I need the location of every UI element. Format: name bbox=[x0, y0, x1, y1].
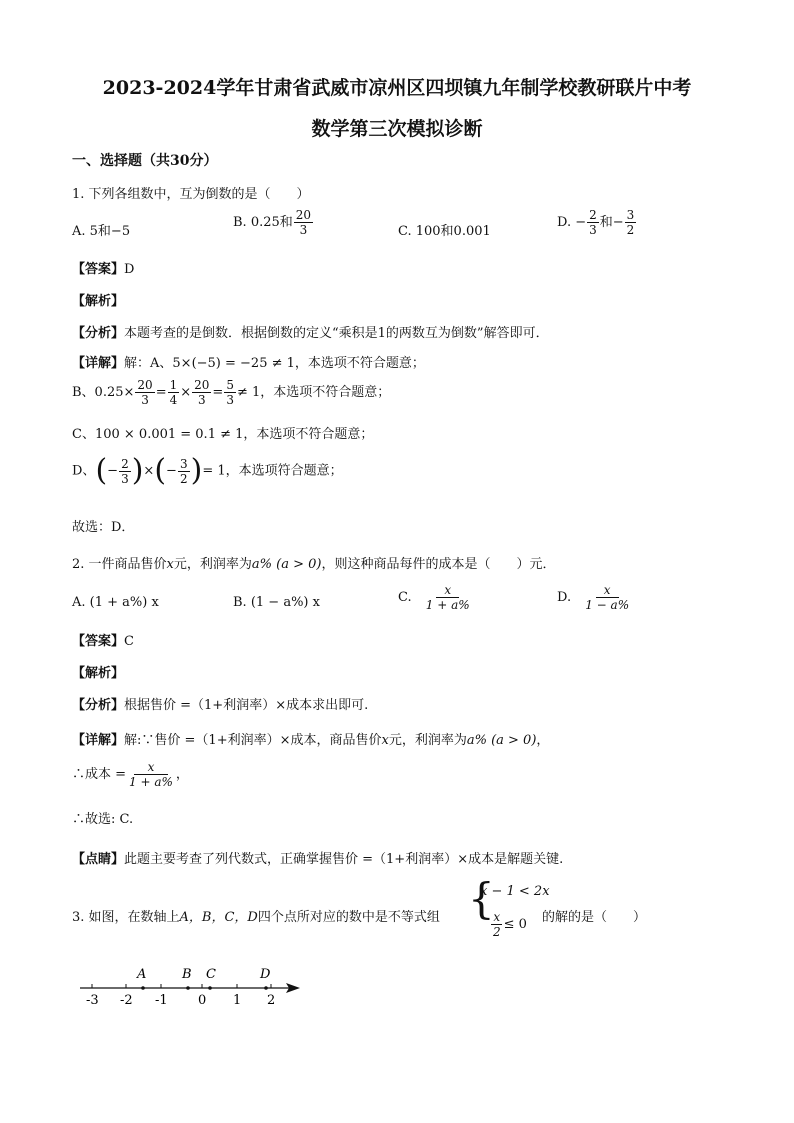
inequality-1: x − 1 < 2x bbox=[480, 884, 550, 899]
q3-points: A，B，C，D bbox=[179, 910, 258, 925]
page-title-line2: 数学第三次模拟诊断 bbox=[311, 118, 483, 140]
q2-option-c-fraction bbox=[424, 583, 472, 612]
frac-den: 3 bbox=[589, 223, 597, 237]
point-c bbox=[208, 986, 212, 990]
detail-text-3: ， bbox=[536, 733, 550, 748]
q1-analysis-label: 【解析】 bbox=[72, 294, 125, 309]
frac-num: 1 bbox=[169, 378, 178, 392]
times-sign: × bbox=[143, 463, 155, 479]
q1-detail-b bbox=[72, 378, 390, 407]
detail-a-text: 解：A、5×(−5) = −25 ≠ 1，本选项不符合题意； bbox=[124, 356, 425, 371]
tip-label: 【点睛】 bbox=[72, 852, 125, 867]
q2-option-c bbox=[398, 583, 473, 612]
q1-answer bbox=[72, 258, 134, 277]
fenxi-text: 根据售价 =（1+利润率）×成本求出即可. bbox=[124, 698, 369, 713]
ineq2-fraction bbox=[491, 910, 503, 939]
q1-option-d bbox=[557, 208, 637, 237]
detail-d-prefix: D、 bbox=[72, 463, 96, 479]
answer-value: D bbox=[124, 262, 135, 277]
q1-detail-a bbox=[72, 352, 425, 371]
q1-option-d-frac2 bbox=[625, 208, 637, 237]
frac-num: 2 bbox=[121, 456, 129, 471]
detail-b-frac3 bbox=[192, 378, 211, 407]
frac-num: 3 bbox=[179, 456, 188, 471]
paren-close: ) bbox=[131, 453, 144, 488]
answer-label: 【答案】 bbox=[72, 262, 125, 277]
q2-analysis-label: 【解析】 bbox=[72, 666, 125, 681]
cost-prefix: ∴成本 = bbox=[72, 767, 127, 782]
point-b bbox=[186, 986, 190, 990]
q2-option-a: A. (1 + a%) x bbox=[72, 595, 159, 610]
q2-cost bbox=[72, 760, 189, 789]
frac-den: 1 + a% bbox=[129, 775, 173, 789]
q3-stem-3: 的解的是（ ） bbox=[542, 910, 647, 925]
point-label-a: A bbox=[137, 967, 147, 982]
q3-stem bbox=[72, 906, 440, 925]
detail-text-2: 元，利润率为 bbox=[388, 733, 467, 748]
frac-den: 2 bbox=[626, 223, 635, 237]
q2-option-d bbox=[557, 583, 632, 612]
q2-choose: ∴故选: C. bbox=[72, 812, 134, 827]
frac-num: 20 bbox=[137, 378, 153, 392]
q2-detail bbox=[72, 729, 549, 748]
number-line-figure bbox=[70, 960, 320, 1010]
frac-den: 3 bbox=[141, 393, 149, 407]
frac-num: x bbox=[134, 760, 169, 775]
q1-option-d-prefix: D. − bbox=[557, 215, 587, 230]
frac-num: x bbox=[436, 583, 459, 598]
q2-fenxi bbox=[72, 694, 368, 713]
detail-b-frac4 bbox=[224, 378, 236, 407]
detail-b-prefix: B、0.25× bbox=[72, 385, 135, 400]
q2-option-b: B. (1 − a%) x bbox=[233, 595, 320, 610]
q2-tip bbox=[72, 848, 563, 867]
q1-choose: 故选：D． bbox=[72, 520, 135, 535]
minus-sign: − bbox=[166, 463, 177, 479]
detail-label: 【详解】 bbox=[72, 733, 125, 748]
frac-num: 5 bbox=[226, 378, 234, 392]
paren-close: ) bbox=[190, 453, 203, 488]
tick-label: 0 bbox=[198, 993, 207, 1008]
frac-den: 2 bbox=[179, 471, 188, 486]
tick-label: 2 bbox=[267, 993, 276, 1008]
inequality-2 bbox=[490, 910, 527, 939]
detail-b-eq2: = bbox=[212, 385, 224, 400]
q1-option-b-prefix: B. 0.25和 bbox=[233, 215, 293, 230]
frac-den: 3 bbox=[299, 223, 308, 237]
q2-stem-2: 元，利润率为 bbox=[173, 557, 252, 572]
point-d bbox=[264, 986, 268, 990]
point-label-c: C bbox=[206, 967, 216, 982]
var-x: x bbox=[381, 733, 389, 748]
var-x: x bbox=[166, 557, 174, 572]
frac-num: x bbox=[493, 910, 501, 924]
frac-num: 2 bbox=[589, 208, 597, 222]
q1-detail-c: C、100 × 0.001 = 0.1 ≠ 1，本选项不符合题意； bbox=[72, 427, 374, 442]
paren-open: ( bbox=[154, 453, 167, 488]
q2-stem-3: ，则这种商品每件的成本是（ ）元． bbox=[321, 557, 556, 572]
q2-option-d-fraction bbox=[583, 583, 631, 612]
q2-option-c-prefix: C. bbox=[398, 590, 412, 605]
q1-stem: 1. 下列各组数中，互为倒数的是（ ） bbox=[72, 187, 310, 202]
detail-b-frac2 bbox=[168, 378, 180, 407]
q1-option-c: C. 100和0.001 bbox=[398, 224, 491, 239]
detail-b-times: × bbox=[180, 385, 192, 400]
q3-stem-1: 3. 如图，在数轴上 bbox=[72, 910, 180, 925]
q3-stem-2: 四个点所对应的数中是不等式组 bbox=[257, 910, 440, 925]
detail-d-frac1 bbox=[119, 457, 131, 486]
frac-den: 1 − a% bbox=[585, 598, 630, 612]
q2-answer bbox=[72, 630, 134, 649]
system-brace: { bbox=[468, 874, 495, 923]
frac-den: 3 bbox=[121, 471, 129, 486]
point-label-b: B bbox=[182, 967, 192, 982]
frac-den: 4 bbox=[169, 393, 178, 407]
frac-num: x bbox=[596, 583, 619, 598]
frac-den: 3 bbox=[226, 393, 234, 407]
q1-option-b bbox=[233, 208, 314, 237]
frac-den: 3 bbox=[197, 393, 206, 407]
frac-num: 20 bbox=[295, 208, 312, 222]
q2-option-d-prefix: D. bbox=[557, 590, 572, 605]
paren-open: ( bbox=[95, 453, 108, 488]
section-heading: 一、选择题（共30分） bbox=[72, 153, 218, 169]
detail-text-1: 解:∵售价 =（1+利润率）×成本，商品售价 bbox=[124, 733, 382, 748]
q1-detail-d bbox=[72, 453, 343, 488]
q2-stem-1: 2. 一件商品售价 bbox=[72, 557, 167, 572]
detail-label: 【详解】 bbox=[72, 356, 125, 371]
frac-den: 1 + a% bbox=[425, 598, 470, 612]
q1-option-d-mid: 和− bbox=[599, 215, 624, 230]
detail-b-eq1: = bbox=[155, 385, 167, 400]
frac-den: 2 bbox=[493, 925, 501, 939]
tip-text: 此题主要考查了列代数式，正确掌握售价 =（1+利润率）×成本是解题关键. bbox=[124, 852, 564, 867]
q2-profit: a% (a > 0) bbox=[251, 557, 322, 572]
detail-d-frac2 bbox=[178, 457, 190, 486]
answer-label: 【答案】 bbox=[72, 634, 125, 649]
q2-stem bbox=[72, 553, 555, 572]
ineq2-rest: ≤ 0 bbox=[503, 917, 527, 932]
q1-fenxi bbox=[72, 322, 549, 341]
tick-label: -3 bbox=[86, 993, 99, 1008]
point-label-d: D bbox=[260, 967, 271, 982]
cost-fraction bbox=[127, 760, 175, 789]
detail-b-suffix: ≠ 1，本选项不符合题意； bbox=[236, 385, 391, 400]
frac-num: 20 bbox=[194, 378, 210, 392]
cost-suffix: ， bbox=[175, 767, 189, 782]
q1-option-b-fraction bbox=[294, 208, 313, 237]
fenxi-text: 本题考查的是倒数．根据倒数的定义“乘积是1的两数互为倒数”解答即可． bbox=[124, 326, 549, 341]
fenxi-label: 【分析】 bbox=[72, 326, 125, 341]
answer-value: C bbox=[124, 634, 134, 649]
detail-profit: a% (a > 0) bbox=[466, 733, 537, 748]
tick-label: -2 bbox=[120, 993, 133, 1008]
point-a bbox=[141, 986, 145, 990]
minus-sign: − bbox=[107, 463, 119, 479]
detail-b-frac1 bbox=[135, 378, 154, 407]
detail-d-suffix: = 1，本选项符合题意； bbox=[202, 463, 343, 479]
page-title-line1: 2023-2024学年甘肃省武威市凉州区四坝镇九年制学校教研联片中考 bbox=[102, 77, 692, 99]
q1-option-a: A. 5和−5 bbox=[72, 224, 131, 239]
tick-label: -1 bbox=[155, 993, 168, 1008]
tick-label: 1 bbox=[233, 993, 242, 1008]
frac-num: 3 bbox=[626, 208, 635, 222]
q1-option-d-frac1 bbox=[587, 208, 599, 237]
fenxi-label: 【分析】 bbox=[72, 698, 125, 713]
